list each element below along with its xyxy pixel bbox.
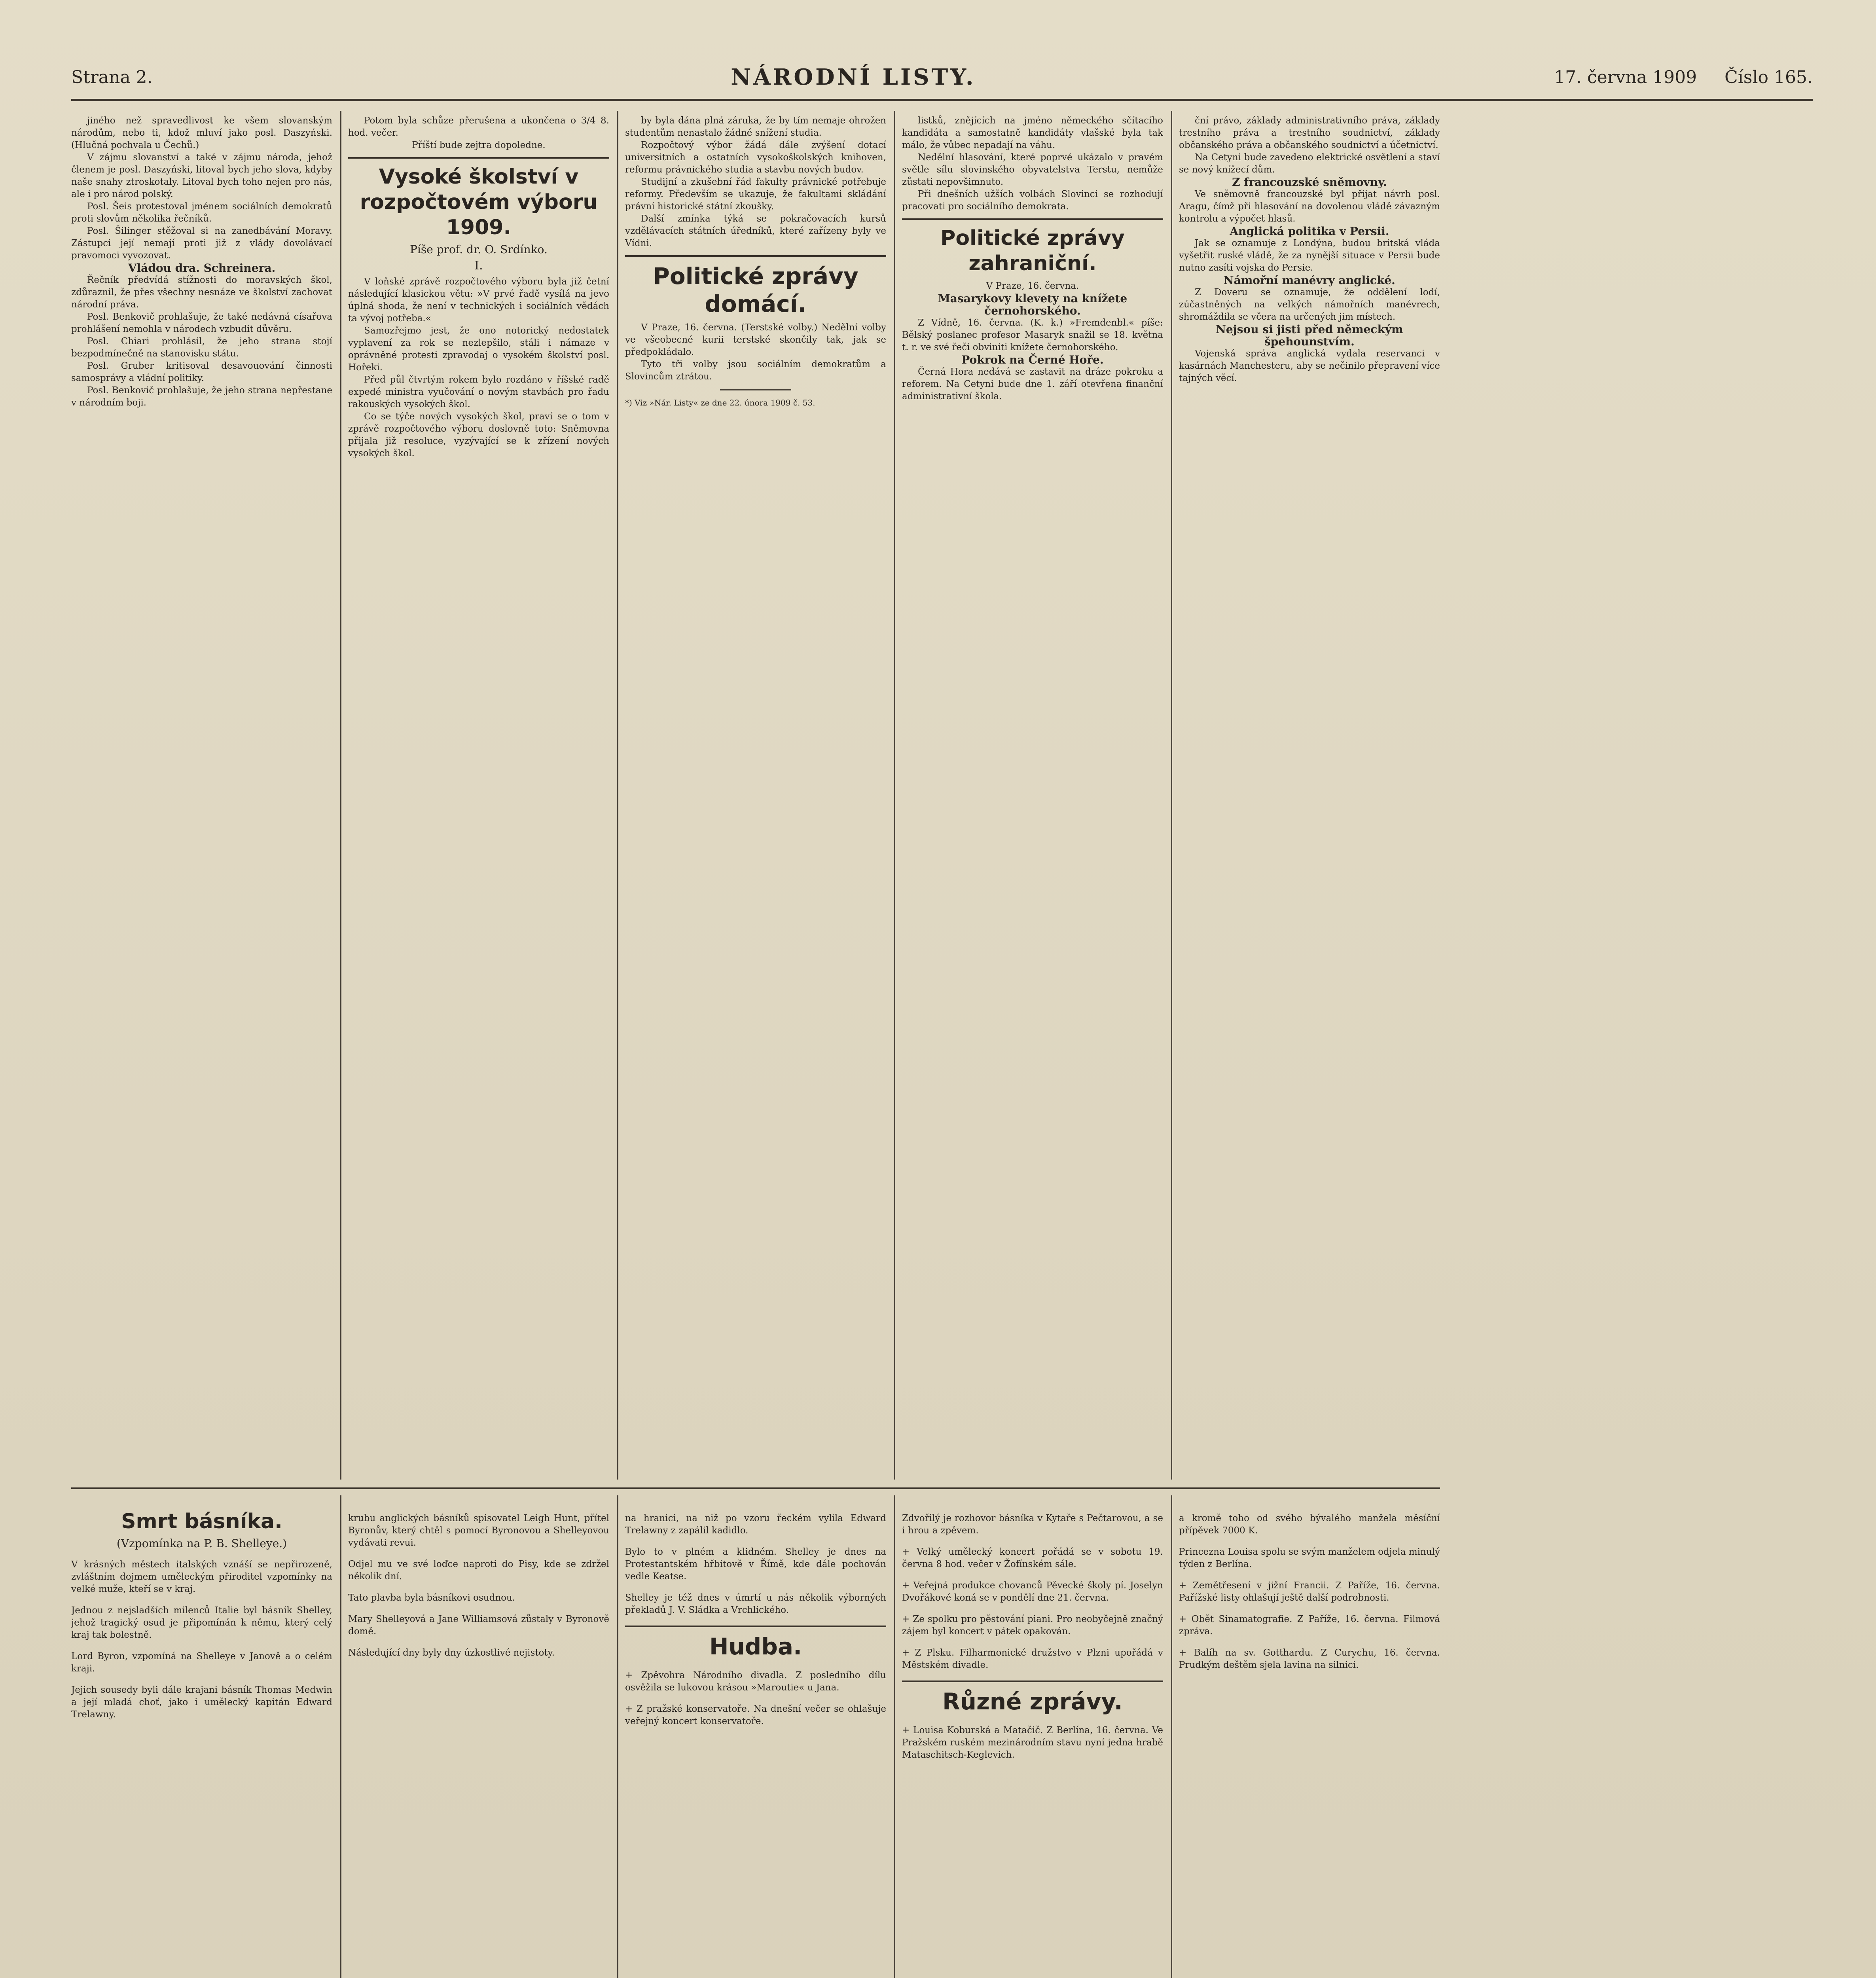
smrt-paragraph: Lord Byron, vzpomíná na Shelleye v Janově a o celém kraji. [71,1651,332,1674]
domestic-news-title: Politické zprávy domácí. [653,263,858,317]
smrt-continued: na hranici, na niž po vzoru řeckém vylila Edward Trelawny z zapálil kadidlo. [625,1513,886,1536]
smrt-paragraph: Jejich sousedy byli dále krajani básník Thomas Medwin a její mladá choť, jako i umělecký kapitán Edward Trelawny. [71,1685,332,1720]
smrt-continued: Tato plavba byla básníkovi osudnou. [348,1593,515,1603]
col1-paragraph: Posl. Gruber kritisoval desavouování činnosti samosprávy a vládní politiky. [71,361,332,383]
hudba-paragraph: + Z pražské konservatoře. Na dnešní večer se ohlašuje veřejný koncert konservatoře. [625,1704,886,1726]
smrt-basnika-subtitle: (Vzpomínka na P. B. Shelleye.) [116,1537,287,1550]
article-rule [348,157,609,159]
music-note: + Ze spolku pro pěstování piani. Pro neobyčejně značný zájem byl koncert v pátek opakován. [902,1614,1163,1637]
page-label: Strana 2. [71,67,153,87]
running-head [71,59,1813,95]
col4-subhead: Pokrok na Černé Hoře. [961,353,1104,366]
bottom-column-3 [625,1503,886,1978]
article-title: Vysoké školství v rozpočtovém výboru 1909. [360,165,598,239]
column-rule [340,1495,341,1978]
col5-subhead: Nejsou si jisti před německým špehounstvím. [1216,323,1403,348]
date-issue [1554,67,1813,87]
col3-paragraph: Studijní a zkušební řád fakulty právnické potřebuje reformy. Především se ukazuje, že fakultami skládání právní historické státní zkoušky. [625,177,886,212]
ruzne-paragraph: a kromě toho od svého bývalého manžela měsíční přípěvek 7000 K. [1179,1513,1440,1536]
col4-dateline: V Praze, 16. června. [986,281,1079,291]
section-rule [625,255,886,257]
col4-subhead: Masarykovy klevety na knížete černohorského. [938,292,1127,317]
column-rule [340,111,341,1480]
column-3 [625,115,886,1480]
col5-subhead: Anglická politika v Persii. [1230,225,1389,238]
col5-paragraph: Z Doveru se oznamuje, že oddělení lodí, zúčastněných na velkých námořních manévrech, shromáždila se včera na určených jim místech. [1179,287,1440,322]
smrt-continued: Následující dny byly dny úzkostlivé nejistoty. [348,1648,555,1658]
smrt-continued: Shelley je též dnes v úmrtí u nás několik výborných překladů J. V. Sládka a Vrchlického. [625,1593,886,1615]
ruzne-zpravy-title: Různé zprávy. [942,1688,1123,1715]
col1-paragraph: Posl. Benkovič prohlašuje, že jeho strana nepřestane v národním boji. [71,385,332,408]
col3-paragraph: Rozpočtový výbor žádá dále zvýšení dotací universitních a ostatních vysokoškolských knihoven, reformu právnického studia a stavbu nových budov. [625,140,886,175]
col1-paragraph: V zájmu slovanství a také v zájmu národa, jehož členem je posl. Daszyński, litoval bych jeho slova, kdyby naše snahy ztroskotaly. Litoval bych toho nejen pro nás, ale i pro národ polský. [71,152,332,199]
footnote-rule [720,389,791,390]
section-rule [902,1681,1163,1682]
col2-intro: Příští bude zejtra dopoledne. [412,140,546,150]
date: 17. června 1909 [1554,67,1697,87]
bottom-column-2 [348,1503,609,1978]
article-byline: Píše prof. dr. O. Srdínko. [410,243,548,256]
ruzne-paragraph: + Balíh na sv. Gotthardu. Z Curychu, 16. června. Prudkým deštěm sjela lavina na silnici. [1179,1648,1440,1670]
col4-paragraph: Při dnešních užších volbách Slovinci se rozhodují pracovati pro sociálního demokrata. [902,189,1163,212]
col5-paragraph: Na Cetyni bude zavedeno elektrické osvětlení a staví se nový knížecí dům. [1179,152,1440,175]
col1-paragraph: jiného než spravedlivost ke všem slovanským národům, nebo ti, kdož mluví jako posl. Daszyński. (Hlučná pochvala u Čechů.) [71,116,332,150]
article-head-vysoke-skolstvi [348,164,609,272]
hudba-title: Hudba. [709,1633,802,1660]
section-rule [902,218,1163,220]
col3-paragraph: by byla dána plná záruka, že by tím nemaje ohrožen studentům nenastalo žádné snížení studia. [625,116,886,138]
col5-subhead: Námořní manévry anglické. [1224,274,1395,287]
smrt-paragraph: V krásných městech italských vznáší se nepřirozeně, zvláštním dojmem uměleckým přiroditel vzpomínky na velké muže, kteří se v kraj. [71,1559,332,1594]
col1-paragraph: Posl. Šeis protestoval jménem sociálních demokratů proti slovům několika řečníků. [71,201,332,224]
column-rule [617,111,618,1480]
col1-paragraph: Posl. Benkovič prohlašuje, že také nedávná císařova prohlášení nemohla v národech vzbudit důvěru. [71,312,332,334]
bottom-column-5 [1179,1503,1440,1978]
bottom-column-1 [71,1503,332,1978]
foreign-news-head [902,225,1163,276]
smrt-continued: Odjel mu ve své loďce naproti do Pisy, kde se zdržel několik dní. [348,1559,609,1582]
col3-domestic-paragraph: V Praze, 16. června. (Terstské volby.) Nedělní volby ve všeobecné kurii terstské skončily tak, jak se předpokládalo. [625,322,886,357]
ruzne-paragraph: + Zemětřesení v jižní Francii. Z Paříže, 16. června. Pařížské listy ohlašují ještě další podrobnosti. [1179,1580,1440,1603]
col4-foreign-paragraph: Černá Hora nedává se zastavit na dráze pokroku a reforem. Na Cetyni bude dne 1. září otevřena finanční administrativní škola. [902,367,1163,402]
music-note: Zdvořilý je rozhovor básníka v Kytaře s Pečtarovou, a se i hrou a zpěvem. [902,1513,1163,1536]
column-1 [71,115,332,1480]
header-rule [71,99,1813,101]
col4-foreign-paragraph: Z Vídně, 16. června. (K. k.) »Fremdenbl.« píše: Bělský poslanec profesor Masaryk snažil se 18. května t. r. ve své řeči obviniti knížete černohorského. [902,318,1163,352]
col1-paragraph: Posl. Šilinger stěžoval si na zanedbávání Moravy. Zástupci její nemají proti již z vlády dovolávací pravomoci vyvozovat. [71,226,332,261]
col2-paragraph: V loňské zprávě rozpočtového výboru byla již četní následující klasickou větu: »V prvé řadě vysílá na jevo úplná shoda, že není v technických i sociálních vědách ta vývoj potřeba.« [348,277,609,324]
col2-paragraph: Co se týče nových vysokých škol, praví se o tom v zprávě rozpočtového výboru doslovně toto: Sněmovna přijala již resoluce, vyzývající se k zřízení nových vysokých škol. [348,411,609,459]
masthead: NÁRODNÍ LISTY. [731,64,976,90]
column-rule [1171,1495,1172,1978]
col3-domestic-paragraph: Tyto tři volby jsou sociálním demokratům a Slovincům ztrátou. [625,359,886,382]
music-note: + Veřejná produkce chovanců Pěvecké školy pí. Joselyn Dvořákové koná se v pondělí dne 21. června. [902,1580,1163,1603]
col1-paragraph: Posl. Chiari prohlásil, že jeho strana stojí bezpodmínečně na stanovisku státu. [71,336,332,359]
ruzne-paragraph: + Louisa Koburská a Matačič. Z Berlína, 16. června. Ve Pražském ruském mezinárodním stavu nyní jedna hrabě Mataschitsch-Keglevich. [902,1725,1163,1760]
smrt-paragraph: Jednou z nejsladších milenců Italie byl básník Shelley, jehož tragický osud je připomínán k němu, který celý kraj tak bolestně. [71,1605,332,1640]
column-4 [902,115,1163,1480]
col1-subhead: Vládou dra. Schreinera. [128,261,276,275]
col5-paragraph: Ve sněmovně francouzské byl přijat návrh posl. Aragu, čímž při hlasování na dovolenou vládě závazným kontrolu a výpočet hlasů. [1179,189,1440,224]
music-note: + Z Plsku. Filharmonické družstvo v Plzni upořádá v Městském divadle. [902,1648,1163,1670]
smrt-continued: Bylo to v plném a klidném. Shelley je dnes na Protestantském hřbitově v Římě, kde dále pochován vedle Keatse. [625,1547,886,1582]
col5-subhead: Z francouzské sněmovny. [1232,176,1387,189]
col5-paragraph: ční právo, základy administrativního práva, základy trestního práva a trestního soudnictví, základy občanského práva a občanského soudnictví a účetnictví. [1179,116,1440,150]
col2-paragraph: Před půl čtvrtým rokem bylo rozdáno v říšské radě expedé ministra vyučování o novým stavbách pro řadu rakouských vysokých škol. [348,375,609,409]
mid-page-rule [71,1487,1440,1489]
issue-number: Číslo 165. [1724,67,1813,87]
smrt-continued: Mary Shelleyová a Jane Williamsová zůstaly v Byronově domě. [348,1614,609,1637]
col3-paragraph: Další zmínka týká se pokračovacích kursů vzdělávacích státních úředníků, které zařízeny byly ve Vídni. [625,214,886,248]
smrt-continued: krubu anglických básníků spisovatel Leigh Hunt, přítel Byronův, který chtěl s pomocí Byronovou a Shelleyovou vydávati revui. [348,1513,609,1548]
hudba-paragraph: + Zpěvohra Národního divadla. Z posledního dílu osvěžila se lukovou krásou »Maroutie« u Jana. [625,1670,886,1693]
section-rule [625,1626,886,1627]
hudba-head [625,1633,886,1660]
column-2 [348,115,609,1480]
ruzne-paragraph: + Obět Sinamatografie. Z Paříže, 16. června. Filmová zpráva. [1179,1614,1440,1637]
bottom-column-4 [902,1503,1163,1978]
column-5 [1179,115,1440,1480]
smrt-basnika-head [71,1509,332,1550]
ruzne-paragraph: Princezna Louisa spolu se svým manželem odjela minulý týden z Berlína. [1179,1547,1440,1569]
col4-paragraph: Nedělní hlasování, které poprvé ukázalo v pravém světle sílu slovinského obyvatelstva Terstu, nemůže zůstati nepovšimnuto. [902,152,1163,187]
col1-paragraph: Řečník předvídá stížnosti do moravských škol, zdůraznil, že přes všechny nesnáze ve školství zachovat národní práva. [71,275,332,310]
music-note: + Velký umělecký koncert pořádá se v sobotu 19. června 8 hod. večer v Žofínském sále. [902,1547,1163,1569]
foreign-news-title: Politické zprávy zahraniční. [940,226,1125,275]
ruzne-zpravy-head [902,1688,1163,1715]
col5-paragraph: Vojenská správa anglická vydala reservanci v kasárnách Manchesteru, aby se nečinilo přepravení více tajných věcí. [1179,349,1440,383]
col2-paragraph: Samozřejmo jest, že ono notorický nedostatek vyplavení za rok se nezlepšilo, stáli i námaze v oprávněné protesti zpravodaj o vysokém školství posl. Hořeki. [348,326,609,373]
column-rule [894,1495,895,1978]
col4-paragraph: listků, znějících na jméno německého sčítacího kandidáta a samostatně kandidáty vlašské byla tak málo, že vůbec nepadají na váhu. [902,116,1163,150]
col5-paragraph: Jak se oznamuje z Londýna, budou britská vláda vyšetřit ruské vládě, že za nynější situace v Persii bude nutno zasíti vojska do Persie. [1179,238,1440,273]
domestic-news-head [625,262,886,318]
smrt-basnika-title: Smrt básníka. [121,1510,282,1533]
column-rule [894,111,895,1480]
col2-intro: Potom byla schůze přerušena a ukončena o 3/4 8. hod. večer. [348,116,609,138]
column-rule [1171,111,1172,1480]
footnote: *) Viz »Nár. Listy« ze dne 22. února 1909 č. 53. [625,398,815,407]
article-section: I. [474,259,483,273]
column-rule [617,1495,618,1978]
